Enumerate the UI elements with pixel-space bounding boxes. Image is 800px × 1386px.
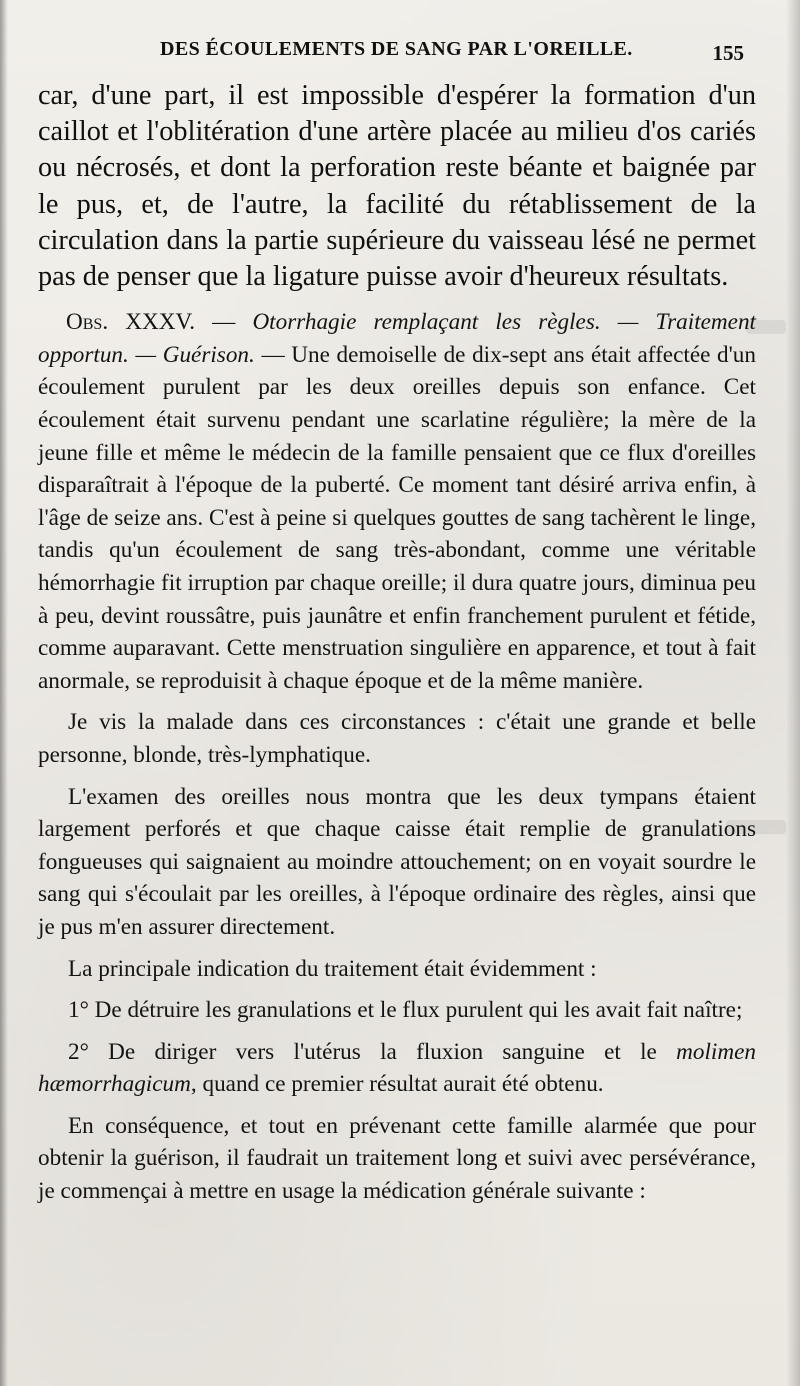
paragraph-general-medication: En conséquence, et tout en prévenant cette famille alarmée que pour obtenir la guérison, il faudrait un traitement long et suivi avec persévérance, je commençai à mettre en usage la médication générale suivante : [38,1112,756,1205]
indication-two-latin-term: molimen hæmorrhagicum [38,1038,756,1098]
paragraph-ear-examination: L'examen des oreilles nous montra que les deux tympans étaient largement perforés et que chaque caisse était remplie de granulations fongueuses qui saignaient au moindre attouchement; on en voyait sourdre le sang qui s'écoulait par les oreilles, à l'époque ordinaire des règles, ainsi que je pus m'en assurer directement. [38,783,756,940]
observation-title: Otorrhagie remplaçant les règles. — Traitement opportun. — Guérison. [38,309,757,368]
paragraph-ligature-conclusion: car, d'une part, il est impossible d'espérer la formation d'un caillot et l'oblitération d'une artère placée au milieu d'os cariés ou nécrosés, et dont la perforation reste béante et baignée par le pus, et, de l'autre, la facilité du rétablissement de la circulation dans la partie supérieure du vaisseau lésé ne permet pas de penser que la ligature puisse avoir d'heureux résultats. [38,80,756,293]
observation-text: Une demoiselle de dix-sept ans était affectée d'un écoulement purulent par les deux oreilles depuis son enfance. Cet écoulement était survenu pendant une scarlatine régulière; la mère de la jeune fille et même le médecin de la famille pensaient que ce flux d'oreilles disparaîtrait à l'époque de la puberté. Ce moment tant désiré arriva enfin, à l'âge de seize ans. C'est à peine si quelques gouttes de sang tachèrent le linge, tandis qu'un écoulement de sang très-abondant, comme une véritable hémorrhagie fit irruption par chaque oreille; il dura quatre jours, diminua peu à peu, devint roussâtre, puis jaunâtre et enfin franchement purulent et fétide, comme auparavant. Cette menstruation singulière en apparence, et tout à fait anormale, se reproduisit à chaque époque et de la même manière. [38,341,756,694]
observation-separator: — [254,341,292,368]
paragraph-indication-two [38,1036,756,1101]
page-edge-shadow [786,0,800,1386]
observation-xxxv [38,306,756,697]
paragraph-indication-one: 1° De détruire les granulations et le flux purulent qui les avait fait naître; [68,997,743,1024]
page-header [44,38,756,72]
observation-separator: — [195,309,253,336]
indication-two-end: , quand ce premier résultat aurait été obtenu. [190,1071,604,1098]
page-binding-shadow [0,0,8,1386]
paragraph-treatment-indication: La principale indication du traitement était évidemment : [68,955,597,982]
page-number: 155 [712,41,744,65]
paragraph-patient-description: Je vis la malade dans ces circonstances : c'était une grande et belle personne, blonde, très-lymphatique. [38,709,756,768]
running-title: DES ÉCOULEMENTS DE SANG PAR L'OREILLE. [160,38,633,60]
observation-number: Obs. XXXV. [66,309,196,336]
indication-two-start: 2° De diriger vers l'utérus la fluxion sanguine et le [68,1038,677,1065]
page-body [38,78,756,1208]
